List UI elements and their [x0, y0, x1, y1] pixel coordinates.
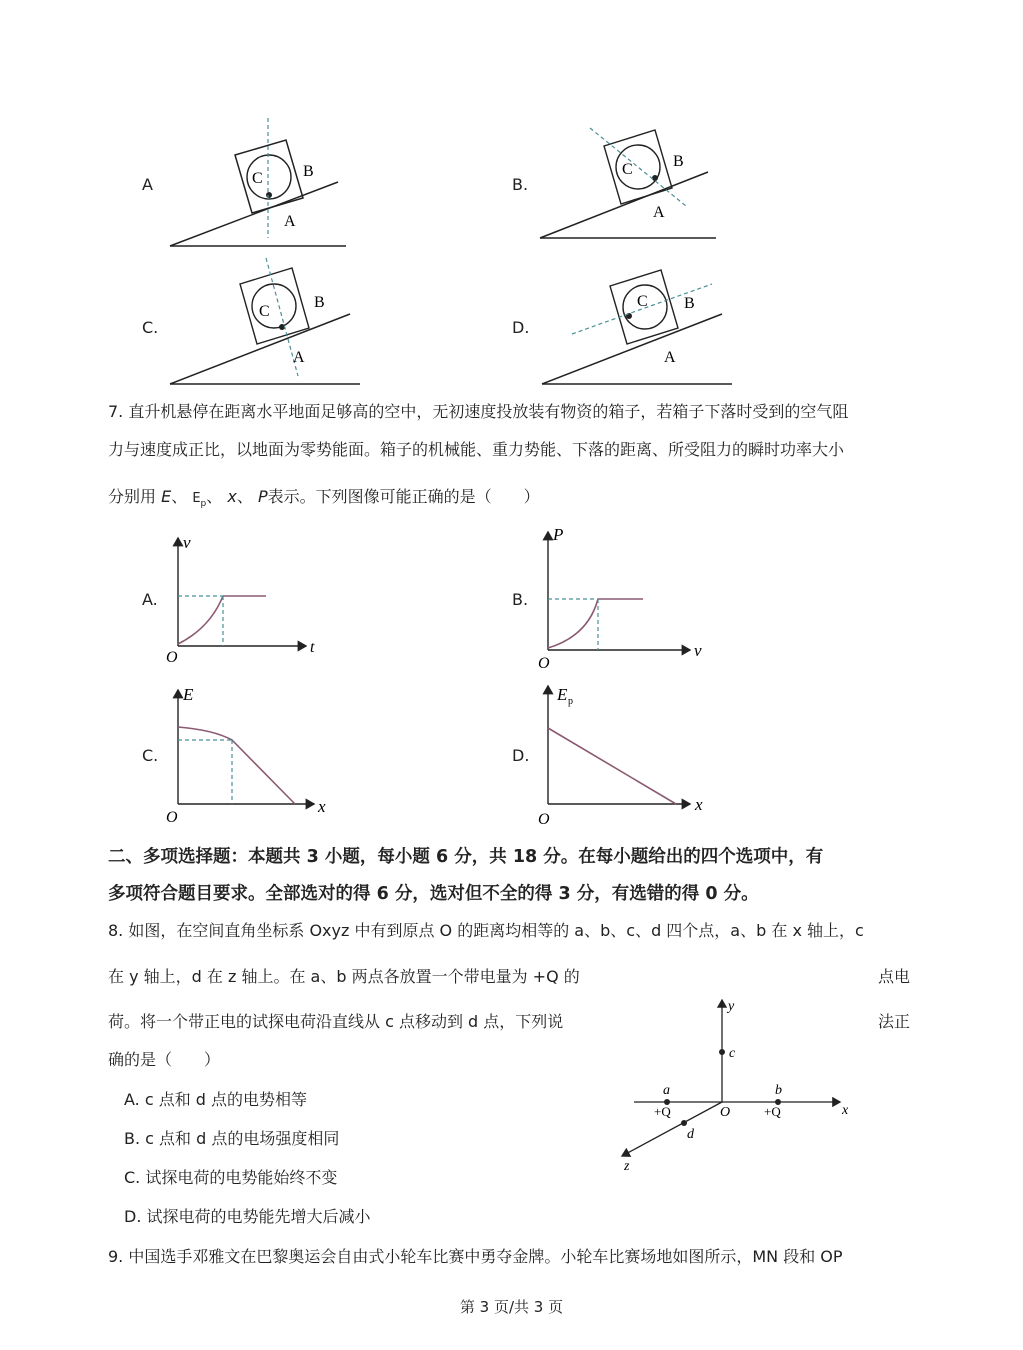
page-footer: 第 3 页/共 3 页 — [459, 1298, 564, 1316]
q7b-x-label: v — [694, 641, 702, 660]
q8-fig-point-d: d — [687, 1127, 694, 1142]
q8-option-c: C. 试探电荷的电势能始终不变 — [124, 1168, 338, 1187]
q6-figure-b — [540, 128, 716, 238]
q6d-label-a: A — [664, 349, 676, 366]
q6-option-c-label: C. — [142, 318, 159, 337]
q7-graph-a — [166, 533, 315, 666]
q8-fig-charge-a: +Q — [654, 1104, 671, 1119]
q7b-y-label: P — [553, 525, 564, 544]
q7c-x-label: x — [318, 797, 326, 816]
q8-fig-y-label: y — [728, 999, 735, 1014]
q6b-label-a: A — [653, 204, 665, 221]
q7-option-c-label: C. — [142, 746, 159, 765]
q8-fig-z-label: z — [624, 1159, 630, 1174]
section2-heading-line-2: 多项符合题目要求。全部选对的得 6 分，选对但不全的得 3 分，有选错的得 0 分。 — [108, 884, 759, 904]
q8-option-b: B. c 点和 d 点的电场强度相同 — [124, 1129, 340, 1148]
q7d-y-sub: p — [568, 696, 573, 707]
q6-option-a-label: A — [142, 175, 153, 194]
q6d-label-b: B — [684, 295, 695, 312]
q6a-label-c: C — [252, 170, 263, 187]
q8-fig-point-c: c — [729, 1046, 736, 1061]
q6c-label-c: C — [259, 303, 270, 320]
q8-line-2-right: 点电 — [878, 967, 911, 986]
q8-line-3-right: 法正 — [878, 1012, 911, 1031]
q7b-origin: O — [538, 655, 550, 672]
q6a-label-a: A — [284, 213, 296, 230]
q8-fig-charge-b: +Q — [764, 1104, 781, 1119]
section2-heading-line-1: 二、多项选择题：本题共 3 小题，每小题 6 分，共 18 分。在每小题给出的四个选项中，有 — [108, 847, 824, 867]
q8-line-4: 确的是（ ） — [108, 1050, 221, 1069]
q8-fig-point-b: b — [775, 1083, 782, 1098]
q7-graph-b — [538, 525, 702, 672]
q7a-y-label: v — [183, 533, 191, 552]
q7-line-3: 分别用 E、 $E_p$、 x、 P表示。下列图像可能正确的是（ ） — [108, 487, 540, 510]
q7-option-a-label: A. — [142, 590, 158, 609]
q7a-origin: O — [166, 649, 178, 666]
q7a-x-label: t — [310, 639, 315, 656]
q8-line-3-left: 荷。将一个带正电的试探电荷沿直线从 c 点移动到 d 点，下列说 — [108, 1012, 564, 1031]
q6d-label-c: C — [637, 293, 648, 310]
q6-option-b-label: B. — [512, 175, 529, 194]
q7-graph-d — [538, 685, 703, 828]
q7-line-1: 7. 直升机悬停在距离水平地面足够高的空中，无初速度投放装有物资的箱子，若箱子下落时受到的空气阻 — [108, 402, 849, 421]
q8-coordinate-figure — [600, 990, 870, 1180]
q7-graph-c — [166, 685, 326, 826]
q6-option-d-label: D. — [512, 318, 530, 337]
q6b-label-b: B — [673, 153, 684, 170]
q9-line-1: 9. 中国选手邓雅文在巴黎奥运会自由式小轮车比赛中勇夺金牌。小轮车比赛场地如图所示，MN 段和 OP — [108, 1247, 843, 1266]
q6c-label-b: B — [314, 294, 325, 311]
q7d-y-label: E — [557, 685, 568, 704]
q6-figure-a — [170, 118, 346, 246]
q7c-y-label: E — [183, 685, 194, 704]
q6b-label-c: C — [622, 161, 633, 178]
q7d-x-label: x — [695, 795, 703, 814]
q8-line-1: 8. 如图，在空间直角坐标系 Oxyz 中有到原点 O 的距离均相等的 a、b、c、d 四个点，a、b 在 x 轴上，c — [108, 921, 864, 940]
q7c-origin: O — [166, 809, 178, 826]
q7-option-d-label: D. — [512, 746, 530, 765]
q7d-origin: O — [538, 811, 550, 828]
q7-line-2: 力与速度成正比，以地面为零势能面。箱子的机械能、重力势能、下落的距离、所受阻力的瞬时功率大小 — [108, 440, 845, 459]
q6-figures — [0, 0, 1023, 400]
q8-fig-point-a: a — [663, 1083, 670, 1098]
q8-fig-origin: O — [720, 1105, 731, 1120]
q8-option-a: A. c 点和 d 点的电势相等 — [124, 1090, 308, 1109]
q6c-label-a: A — [293, 349, 305, 366]
q6-figure-d — [542, 270, 732, 384]
q8-fig-x-label: x — [842, 1103, 849, 1118]
q7-graphs — [0, 520, 1023, 830]
q6a-label-b: B — [303, 163, 314, 180]
q7-option-b-label: B. — [512, 590, 529, 609]
q8-option-d: D. 试探电荷的电势能先增大后减小 — [124, 1207, 371, 1226]
q8-line-2-left: 在 y 轴上，d 在 z 轴上。在 a、b 两点各放置一个带电量为 +Q 的 — [108, 967, 580, 986]
q6-figure-c — [170, 258, 360, 384]
